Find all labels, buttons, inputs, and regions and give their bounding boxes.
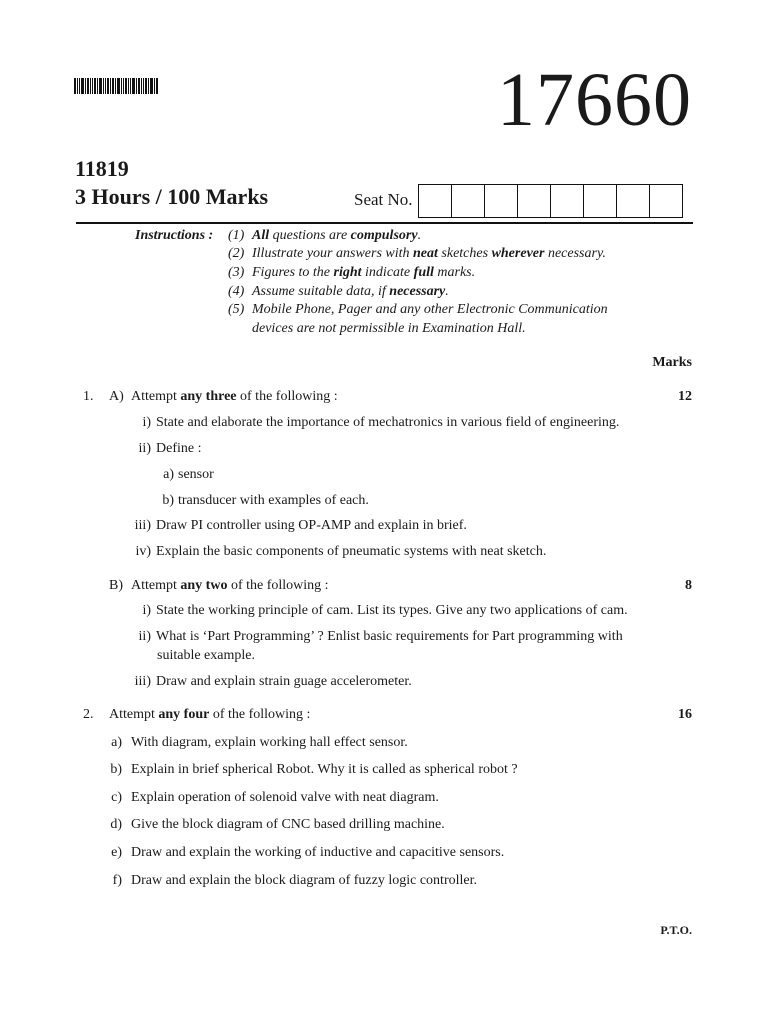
instruction-item — [228, 284, 449, 300]
instruction-text: All — [252, 228, 270, 243]
q1b-item-text: What is ‘Part Programming’ ? Enlist basic requirements for Part programming with — [156, 629, 623, 644]
instruction-text: marks. — [433, 265, 476, 280]
instruction-item — [228, 246, 606, 262]
instruction-text: Assume suitable data, if — [252, 284, 390, 299]
q2-item-label: a) — [111, 735, 122, 750]
q1b-heading: Attempt any two of the following : — [131, 578, 329, 593]
instruction-text: necessary — [389, 284, 446, 299]
q1a-item-label: iii) — [134, 518, 151, 533]
q1a-item-label: a) — [163, 467, 174, 482]
q2-item-text: With diagram, explain working hall effect sensor. — [131, 735, 408, 750]
q1a-heading: Attempt any three of the following : — [131, 389, 338, 404]
q1-number: 1. — [83, 389, 94, 404]
seat-label: Seat No. — [354, 190, 413, 209]
q2-number: 2. — [83, 707, 94, 722]
q1b-item-label: i) — [142, 603, 151, 618]
q1b-marks: 8 — [685, 578, 692, 593]
q1b-label: B) — [109, 578, 123, 593]
instruction-item — [228, 302, 608, 318]
instruction-item — [228, 265, 475, 281]
instruction-text: questions are — [269, 228, 351, 243]
q1a-item-text: sensor — [178, 467, 214, 482]
instruction-number: (2) — [228, 246, 245, 261]
q2-item-text: Draw and explain the block diagram of fuzzy logic controller. — [131, 873, 477, 888]
instruction-text: necessary. — [544, 246, 606, 261]
q1b-item-text: Draw and explain strain guage accelerometer. — [156, 674, 412, 689]
q2-marks: 16 — [678, 707, 692, 722]
instruction-number: (4) — [228, 284, 245, 299]
header-rule — [76, 222, 693, 224]
instruction-text: Figures to the — [252, 265, 334, 280]
instruction-text: full — [413, 265, 434, 280]
instruction-text: Mobile Phone, Pager and any other Electronic Communication — [252, 302, 608, 317]
seat-number-boxes[interactable] — [418, 184, 683, 218]
instruction-text: compulsory — [350, 228, 418, 243]
q1a-label: A) — [109, 389, 124, 404]
instruction-item — [228, 321, 526, 337]
instruction-text: devices are not permissible in Examination Hall. — [252, 321, 526, 336]
q1a-item-text: transducer with examples of each. — [178, 493, 369, 508]
subject-code: 11819 — [75, 156, 129, 181]
instructions-title: Instructions : — [135, 228, 214, 243]
instruction-text: indicate — [361, 265, 414, 280]
q1b-item-text: State the working principle of cam. List its types. Give any two applications of cam. — [156, 603, 628, 618]
q1a-item-label: ii) — [138, 441, 151, 456]
q2-item-label: d) — [110, 817, 122, 832]
instruction-text: . — [445, 284, 449, 299]
instruction-text: Illustrate your answers with — [252, 246, 414, 261]
instruction-text: . — [417, 228, 422, 243]
q2-item-label: b) — [110, 762, 122, 777]
instruction-text: wherever — [491, 246, 545, 261]
marks-heading: Marks — [652, 355, 692, 370]
barcode — [74, 78, 174, 94]
q1a-item-text: Draw PI controller using OP-AMP and explain in brief. — [156, 518, 467, 533]
q1a-item-text: Explain the basic components of pneumatic systems with neat sketch. — [156, 544, 547, 559]
q1b-item-label: ii) — [138, 629, 151, 644]
q2-item-text: Explain operation of solenoid valve with neat diagram. — [131, 790, 439, 805]
instruction-text: neat — [413, 246, 438, 261]
q1a-item-label: i) — [142, 415, 151, 430]
q1a-item-label: b) — [162, 493, 174, 508]
instruction-text: right — [333, 265, 362, 280]
q1b-item-text: suitable example. — [157, 648, 255, 663]
q1a-item-label: iv) — [135, 544, 151, 559]
q2-item-label: c) — [111, 790, 122, 805]
instruction-number: (3) — [228, 265, 245, 280]
pto-label: P.T.O. — [660, 923, 692, 937]
instruction-text: sketches — [437, 246, 492, 261]
q2-heading: Attempt any four of the following : — [109, 707, 311, 722]
q2-item-text: Explain in brief spherical Robot. Why it is called as spherical robot ? — [131, 762, 518, 777]
q1a-marks: 12 — [678, 389, 692, 404]
instruction-item — [228, 228, 421, 244]
duration-marks: 3 Hours / 100 Marks — [75, 184, 269, 209]
q1a-item-text: State and elaborate the importance of mechatronics in various field of engineering. — [156, 415, 620, 430]
q1b-item-label: iii) — [134, 674, 151, 689]
instruction-number: (5) — [228, 302, 245, 317]
q1a-item-text: Define : — [156, 441, 202, 456]
q2-item-text: Give the block diagram of CNC based drilling machine. — [131, 817, 445, 832]
paper-code: 17660 — [497, 58, 692, 142]
q2-item-label: f) — [112, 873, 122, 888]
q2-item-text: Draw and explain the working of inductive and capacitive sensors. — [131, 845, 505, 860]
q2-item-label: e) — [111, 845, 122, 860]
instruction-number: (1) — [228, 228, 245, 243]
